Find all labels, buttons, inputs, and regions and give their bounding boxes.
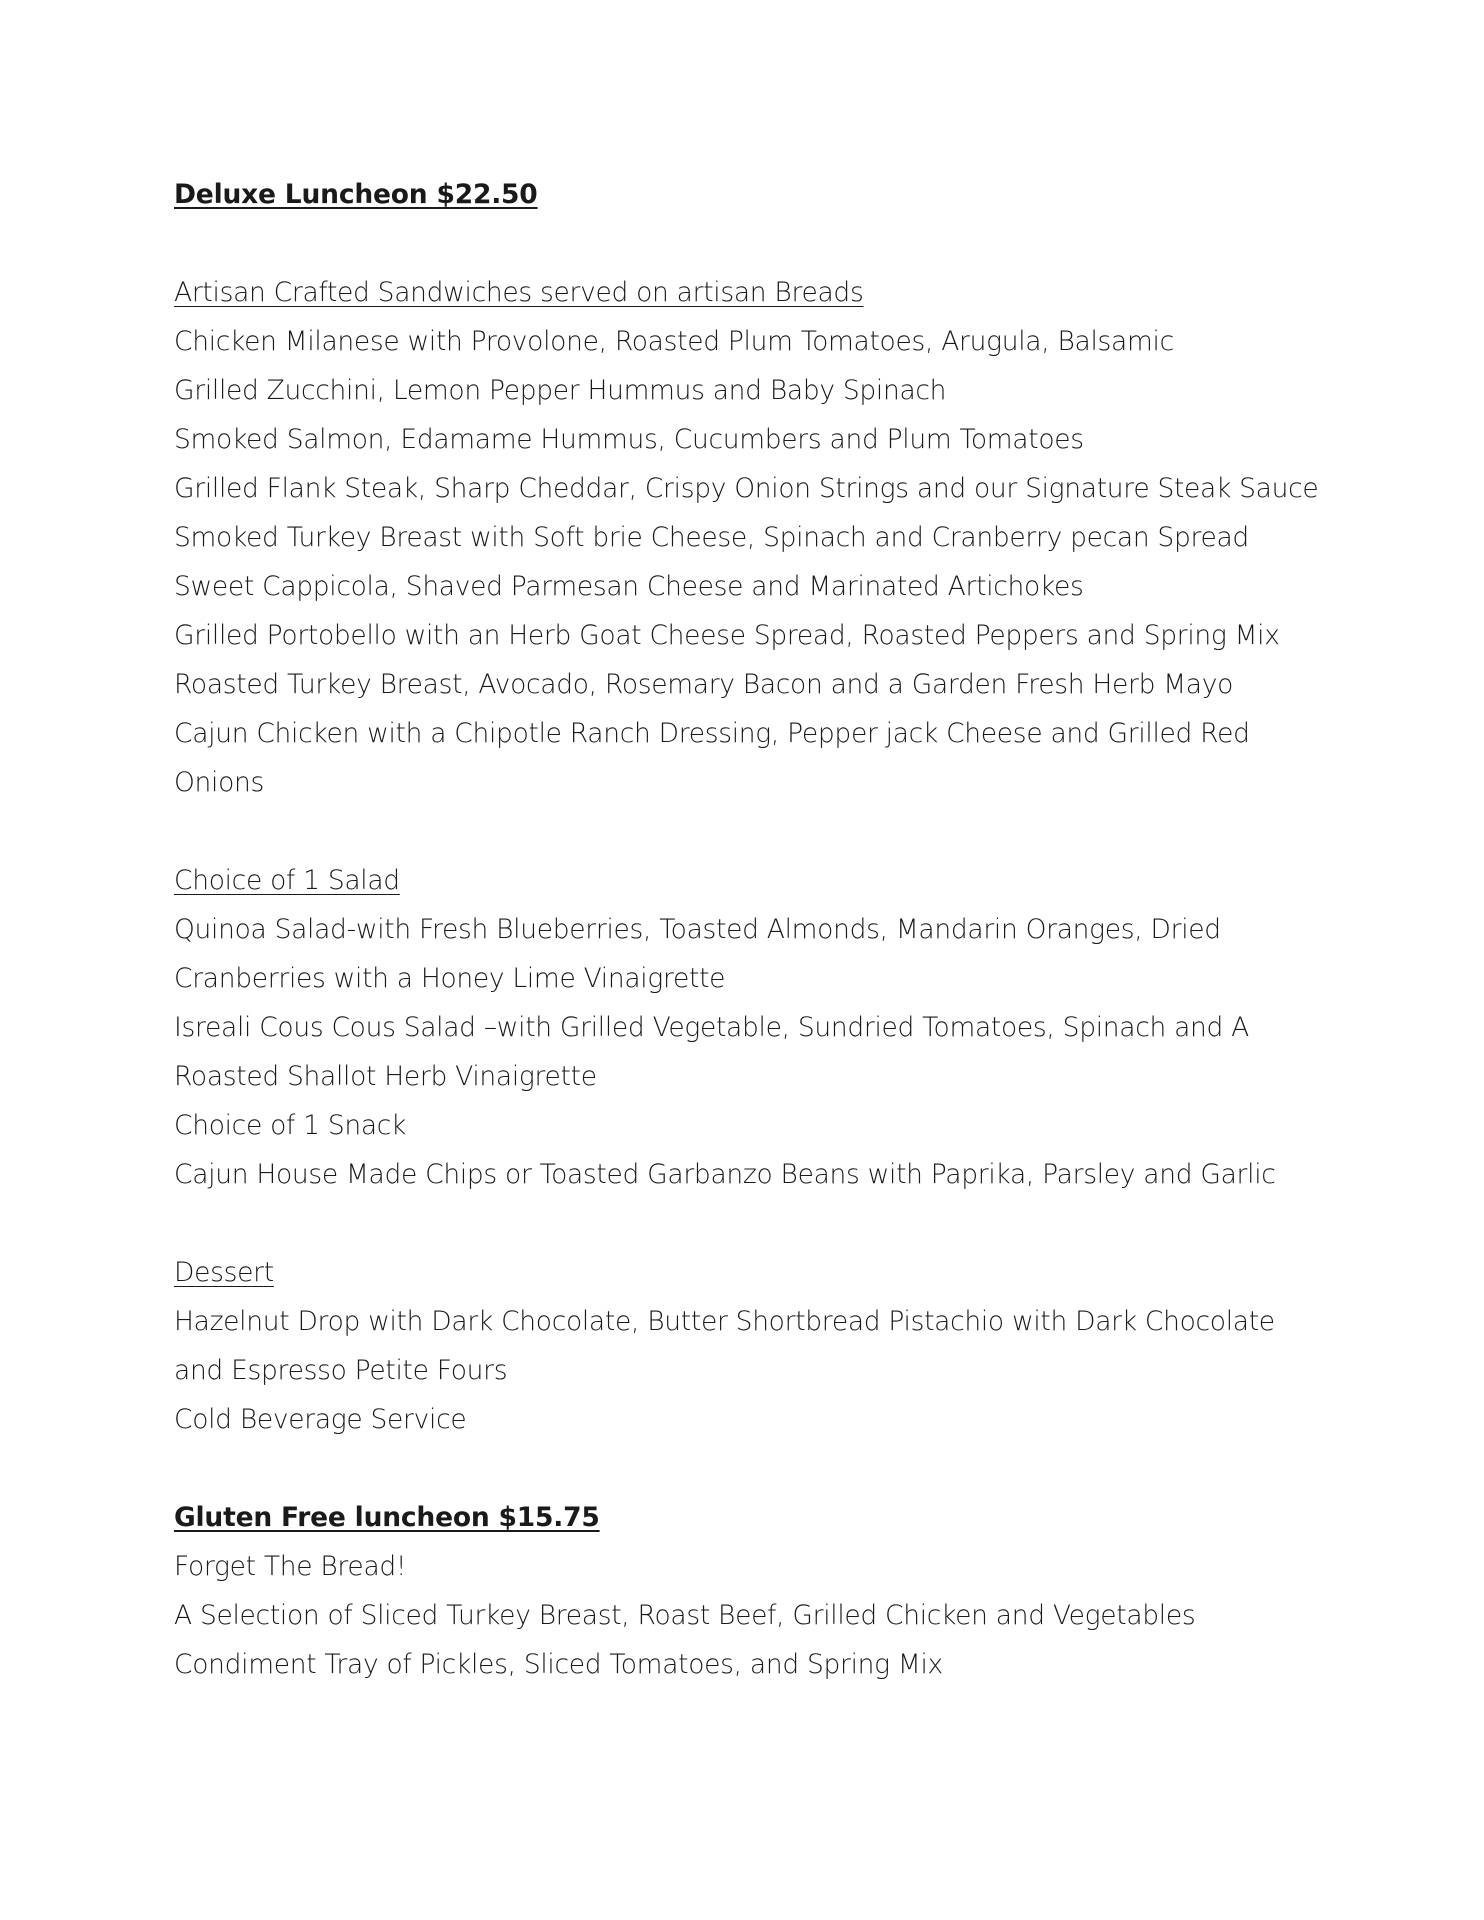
salad-item: Roasted Shallot Herb Vinaigrette bbox=[174, 1061, 597, 1092]
dessert-item: and Espresso Petite Fours bbox=[174, 1355, 508, 1386]
deluxe-luncheon-title: Deluxe Luncheon $22.50 bbox=[174, 179, 538, 210]
sandwich-item: Grilled Zucchini, Lemon Pepper Hummus and Baby Spinach bbox=[174, 375, 947, 406]
snack-heading: Choice of 1 Snack bbox=[174, 1110, 407, 1141]
gluten-free-item: Forget The Bread! bbox=[174, 1551, 407, 1582]
gluten-free-item: Condiment Tray of Pickles, Sliced Tomatoes, and Spring Mix bbox=[174, 1649, 943, 1680]
salad-item: Cranberries with a Honey Lime Vinaigrette bbox=[174, 963, 726, 994]
spacer bbox=[174, 1199, 1324, 1248]
spacer bbox=[174, 807, 1324, 856]
beverage-item: Cold Beverage Service bbox=[174, 1404, 467, 1435]
dessert-heading: Dessert bbox=[174, 1257, 274, 1288]
sandwich-item: Chicken Milanese with Provolone, Roasted Plum Tomatoes, Arugula, Balsamic bbox=[174, 326, 1174, 357]
menu-page bbox=[174, 170, 1324, 1689]
sandwich-item: Roasted Turkey Breast, Avocado, Rosemary Bacon and a Garden Fresh Herb Mayo bbox=[174, 669, 1234, 700]
sandwich-item: Sweet Cappicola, Shaved Parmesan Cheese and Marinated Artichokes bbox=[174, 571, 1084, 602]
sandwich-item: Grilled Portobello with an Herb Goat Cheese Spread, Roasted Peppers and Spring Mix bbox=[174, 620, 1280, 651]
sandwich-item: Cajun Chicken with a Chipotle Ranch Dressing, Pepper jack Cheese and Grilled Red bbox=[174, 718, 1250, 749]
sandwich-item: Smoked Salmon, Edamame Hummus, Cucumbers and Plum Tomatoes bbox=[174, 424, 1084, 455]
salad-item: Quinoa Salad-with Fresh Blueberries, Toasted Almonds, Mandarin Oranges, Dried bbox=[174, 914, 1221, 945]
gluten-free-luncheon-title: Gluten Free luncheon $15.75 bbox=[174, 1502, 600, 1533]
snack-item: Cajun House Made Chips or Toasted Garbanzo Beans with Paprika, Parsley and Garlic bbox=[174, 1159, 1276, 1190]
spacer bbox=[174, 219, 1324, 268]
dessert-item: Hazelnut Drop with Dark Chocolate, Butter Shortbread Pistachio with Dark Chocolate bbox=[174, 1306, 1275, 1337]
salad-item: Isreali Cous Cous Salad –with Grilled Vegetable, Sundried Tomatoes, Spinach and A bbox=[174, 1012, 1250, 1043]
sandwich-item: Grilled Flank Steak, Sharp Cheddar, Crispy Onion Strings and our Signature Steak Sauce bbox=[174, 473, 1319, 504]
sandwich-item: Smoked Turkey Breast with Soft brie Cheese, Spinach and Cranberry pecan Spread bbox=[174, 522, 1249, 553]
gluten-free-item: A Selection of Sliced Turkey Breast, Roast Beef, Grilled Chicken and Vegetables bbox=[174, 1600, 1196, 1631]
sandwiches-heading: Artisan Crafted Sandwiches served on artisan Breads bbox=[174, 277, 864, 308]
salad-heading: Choice of 1 Salad bbox=[174, 865, 400, 896]
spacer bbox=[174, 1444, 1324, 1493]
sandwich-item: Onions bbox=[174, 767, 265, 798]
